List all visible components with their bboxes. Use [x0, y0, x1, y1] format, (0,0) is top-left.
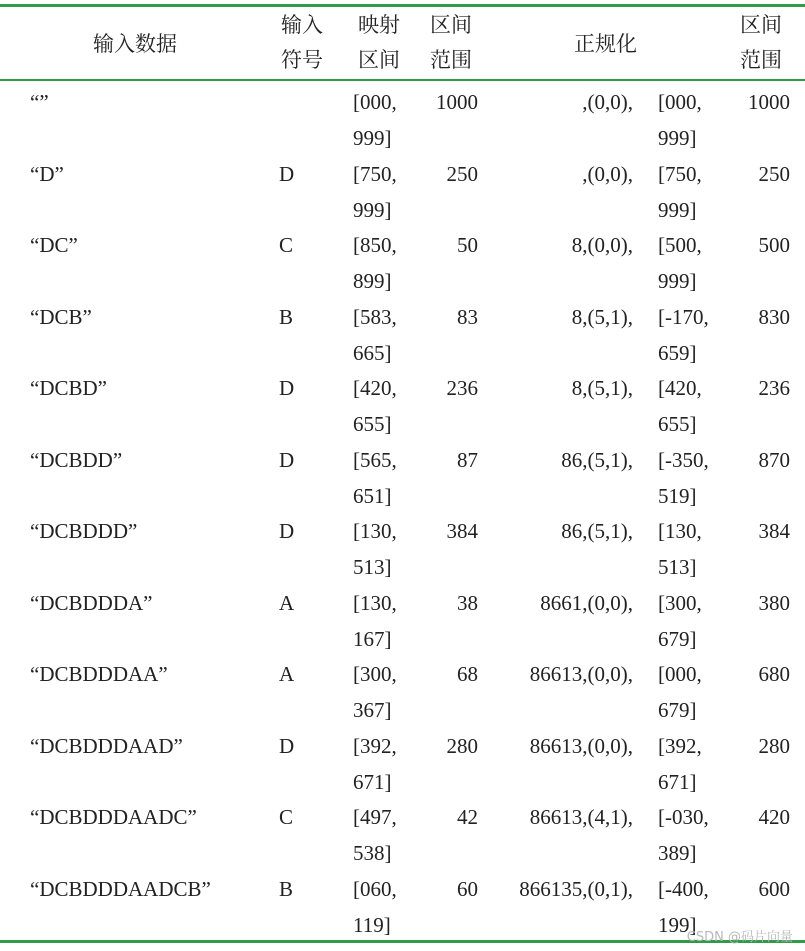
cell-normalized-interval-start: [420,: [658, 376, 702, 400]
cell-map-interval-start: [060,: [353, 876, 397, 901]
cell-map-interval: [353, 799, 397, 871]
cell-normalized-interval: [658, 299, 709, 371]
table-row: [0, 82, 805, 154]
cell-range-2: 280: [758, 733, 790, 758]
cell-range: 236: [446, 376, 478, 400]
cell-map-interval-start: [130,: [353, 590, 397, 615]
table-row: [0, 869, 805, 941]
cell-map-interval: [353, 585, 397, 657]
table-row: [0, 368, 805, 440]
cell-normalized-interval: [658, 728, 702, 800]
cell-normalize: 8661,(0,0),: [540, 590, 633, 615]
table-row: [0, 225, 805, 297]
cell-normalize: 866135,(0,1),: [519, 876, 633, 901]
cell-normalized-interval-end: 679]: [658, 626, 697, 651]
cell-normalized-interval-start: [500,: [658, 233, 702, 257]
cell-range-2: 870: [758, 447, 790, 472]
cell-input-symbol: D: [279, 447, 295, 472]
cell-range-2: 384: [758, 519, 790, 543]
cell-normalized-interval: [658, 370, 702, 442]
cell-normalized-interval: [658, 513, 702, 585]
cell-normalized-interval: [658, 585, 702, 657]
table-row: [0, 154, 805, 226]
cell-map-interval: [353, 513, 397, 585]
cell-normalized-interval-start: [-400,: [658, 876, 709, 901]
cell-normalized-interval: [658, 656, 702, 728]
cell-range: 280: [446, 733, 478, 758]
cell-normalized-interval-end: 679]: [658, 698, 697, 722]
cell-input-symbol: B: [279, 876, 294, 901]
cell-input-data: “DC”: [30, 233, 78, 257]
header-input-data: 输入数据: [93, 32, 177, 56]
cell-input-symbol: D: [279, 161, 295, 186]
cell-input-data: “DCBDDD”: [30, 519, 138, 543]
cell-input-symbol: B: [279, 304, 294, 329]
cell-input-symbol: A: [279, 590, 295, 615]
cell-normalized-interval-start: [000,: [658, 662, 702, 686]
cell-normalize: 8,(5,1),: [571, 304, 633, 329]
cell-normalized-interval-end: 519]: [658, 483, 697, 508]
cell-normalize: 86613,(4,1),: [529, 805, 633, 829]
table-row: [0, 654, 805, 726]
cell-normalized-interval-start: [-350,: [658, 447, 709, 472]
cell-normalized-interval: [658, 84, 702, 156]
cell-map-interval-start: [750,: [353, 161, 397, 186]
cell-normalize: 86613,(0,0),: [529, 662, 633, 686]
cell-input-data: “DCBDDDAA”: [30, 662, 168, 686]
cell-range: 1000: [436, 90, 478, 114]
cell-normalized-interval-end: 999]: [658, 197, 697, 222]
cell-map-interval-start: [000,: [353, 90, 397, 114]
cell-range-2: 250: [758, 161, 790, 186]
cell-range-2: 680: [758, 662, 790, 686]
cell-map-interval: [353, 728, 397, 800]
cell-map-interval: [353, 442, 397, 514]
cell-normalized-interval-start: [000,: [658, 90, 702, 114]
cell-map-interval-start: [850,: [353, 233, 397, 257]
cell-normalize: 8,(5,1),: [571, 376, 633, 400]
cell-range-2: 600: [758, 876, 790, 901]
table-row: [0, 297, 805, 369]
cell-map-interval-start: [420,: [353, 376, 397, 400]
cell-map-interval: [353, 227, 397, 299]
cell-range: 250: [446, 161, 478, 186]
cell-map-interval-start: [392,: [353, 733, 397, 758]
cell-input-data: “”: [30, 90, 49, 114]
cell-range-2: 380: [758, 590, 790, 615]
cell-normalized-interval-start: [392,: [658, 733, 702, 758]
cell-normalized-interval-start: [-170,: [658, 304, 709, 329]
cell-normalized-interval-start: [130,: [658, 519, 702, 543]
table-header-rule: [0, 79, 805, 81]
cell-input-data: “DCBDDDA”: [30, 590, 153, 615]
cell-normalize: 86,(5,1),: [561, 447, 633, 472]
cell-input-data: “D”: [30, 161, 64, 186]
header-map-interval-line2: 区间: [358, 48, 400, 72]
cell-map-interval-end: 671]: [353, 769, 392, 794]
cell-input-symbol: C: [279, 233, 294, 257]
cell-range: 60: [457, 876, 478, 901]
watermark: CSDN @码片向量: [686, 930, 793, 945]
cell-normalized-interval-end: 199]: [658, 912, 697, 937]
cell-map-interval-end: 513]: [353, 555, 392, 579]
cell-normalized-interval-end: 513]: [658, 555, 697, 579]
cell-map-interval: [353, 370, 397, 442]
cell-normalized-interval: [658, 156, 702, 228]
header-range-line2: 范围: [430, 48, 472, 72]
cell-map-interval: [353, 156, 397, 228]
cell-map-interval-end: 651]: [353, 483, 392, 508]
header-range-2-line2: 范围: [740, 48, 782, 72]
cell-range: 68: [457, 662, 478, 686]
cell-map-interval-end: 999]: [353, 197, 392, 222]
cell-input-symbol: C: [279, 805, 294, 829]
cell-input-data: “DCB”: [30, 304, 92, 329]
cell-input-symbol: D: [279, 733, 295, 758]
cell-map-interval: [353, 656, 397, 728]
header-range-2-line1: 区间: [740, 13, 782, 37]
table-row: [0, 797, 805, 869]
cell-map-interval-start: [300,: [353, 662, 397, 686]
cell-map-interval-end: 665]: [353, 340, 392, 365]
header-range-line1: 区间: [430, 13, 472, 37]
cell-normalized-interval: [658, 442, 709, 514]
header-map-interval-line1: 映射: [358, 13, 400, 37]
cell-normalized-interval-end: 671]: [658, 769, 697, 794]
cell-range: 42: [457, 805, 478, 829]
table-row: [0, 726, 805, 798]
cell-normalized-interval-end: 659]: [658, 340, 697, 365]
cell-normalized-interval-start: [-030,: [658, 805, 709, 829]
cell-map-interval-end: 167]: [353, 626, 392, 651]
cell-normalize: ,(0,0),: [582, 161, 633, 186]
header-input-symbol-line1: 输入: [281, 13, 323, 37]
cell-input-data: “DCBDD”: [30, 447, 123, 472]
table-top-rule: [0, 4, 805, 7]
cell-range-2: 500: [758, 233, 790, 257]
cell-normalized-interval: [658, 227, 702, 299]
cell-normalize: 86613,(0,0),: [529, 733, 633, 758]
cell-range: 384: [446, 519, 478, 543]
header-input-symbol: [281, 8, 323, 78]
cell-normalize: ,(0,0),: [582, 90, 633, 114]
cell-normalized-interval-end: 655]: [658, 412, 697, 436]
cell-normalized-interval-end: 999]: [658, 269, 697, 293]
header-range: [430, 8, 472, 78]
cell-map-interval-end: 999]: [353, 126, 392, 150]
table-row: [0, 511, 805, 583]
cell-map-interval: [353, 871, 397, 943]
cell-input-data: “DCBD”: [30, 376, 107, 400]
cell-map-interval-start: [565,: [353, 447, 397, 472]
cell-range-2: 1000: [748, 90, 790, 114]
table-row: [0, 440, 805, 512]
cell-normalized-interval-end: 999]: [658, 126, 697, 150]
table-row: [0, 583, 805, 655]
cell-range: 38: [457, 590, 478, 615]
cell-map-interval-end: 655]: [353, 412, 392, 436]
cell-range-2: 420: [758, 805, 790, 829]
cell-range: 83: [457, 304, 478, 329]
header-map-interval: [358, 8, 400, 78]
cell-input-data: “DCBDDDAAD”: [30, 733, 183, 758]
cell-input-symbol: A: [279, 662, 295, 686]
table-bottom-rule: [0, 940, 805, 943]
cell-normalized-interval-end: 389]: [658, 841, 697, 865]
header-normalize: 正规化: [574, 32, 637, 56]
cell-input-symbol: D: [279, 376, 295, 400]
cell-normalized-interval-start: [300,: [658, 590, 702, 615]
cell-range: 87: [457, 447, 478, 472]
cell-normalize: 8,(0,0),: [571, 233, 633, 257]
header-input-symbol-line2: 符号: [281, 48, 323, 72]
cell-map-interval-start: [497,: [353, 805, 397, 829]
cell-map-interval: [353, 299, 397, 371]
cell-range: 50: [457, 233, 478, 257]
cell-input-data: “DCBDDDAADCB”: [30, 876, 211, 901]
cell-map-interval-end: 899]: [353, 269, 392, 293]
cell-normalized-interval-start: [750,: [658, 161, 702, 186]
cell-range-2: 830: [758, 304, 790, 329]
header-range-2: [740, 8, 782, 78]
cell-range-2: 236: [758, 376, 790, 400]
cell-normalized-interval: [658, 799, 709, 871]
cell-input-symbol: D: [279, 519, 295, 543]
cell-normalize: 86,(5,1),: [561, 519, 633, 543]
cell-map-interval: [353, 84, 397, 156]
cell-input-data: “DCBDDDAADC”: [30, 805, 197, 829]
cell-map-interval-start: [130,: [353, 519, 397, 543]
cell-map-interval-end: 119]: [353, 912, 391, 937]
cell-map-interval-end: 367]: [353, 698, 392, 722]
cell-map-interval-end: 538]: [353, 841, 392, 865]
cell-map-interval-start: [583,: [353, 304, 397, 329]
